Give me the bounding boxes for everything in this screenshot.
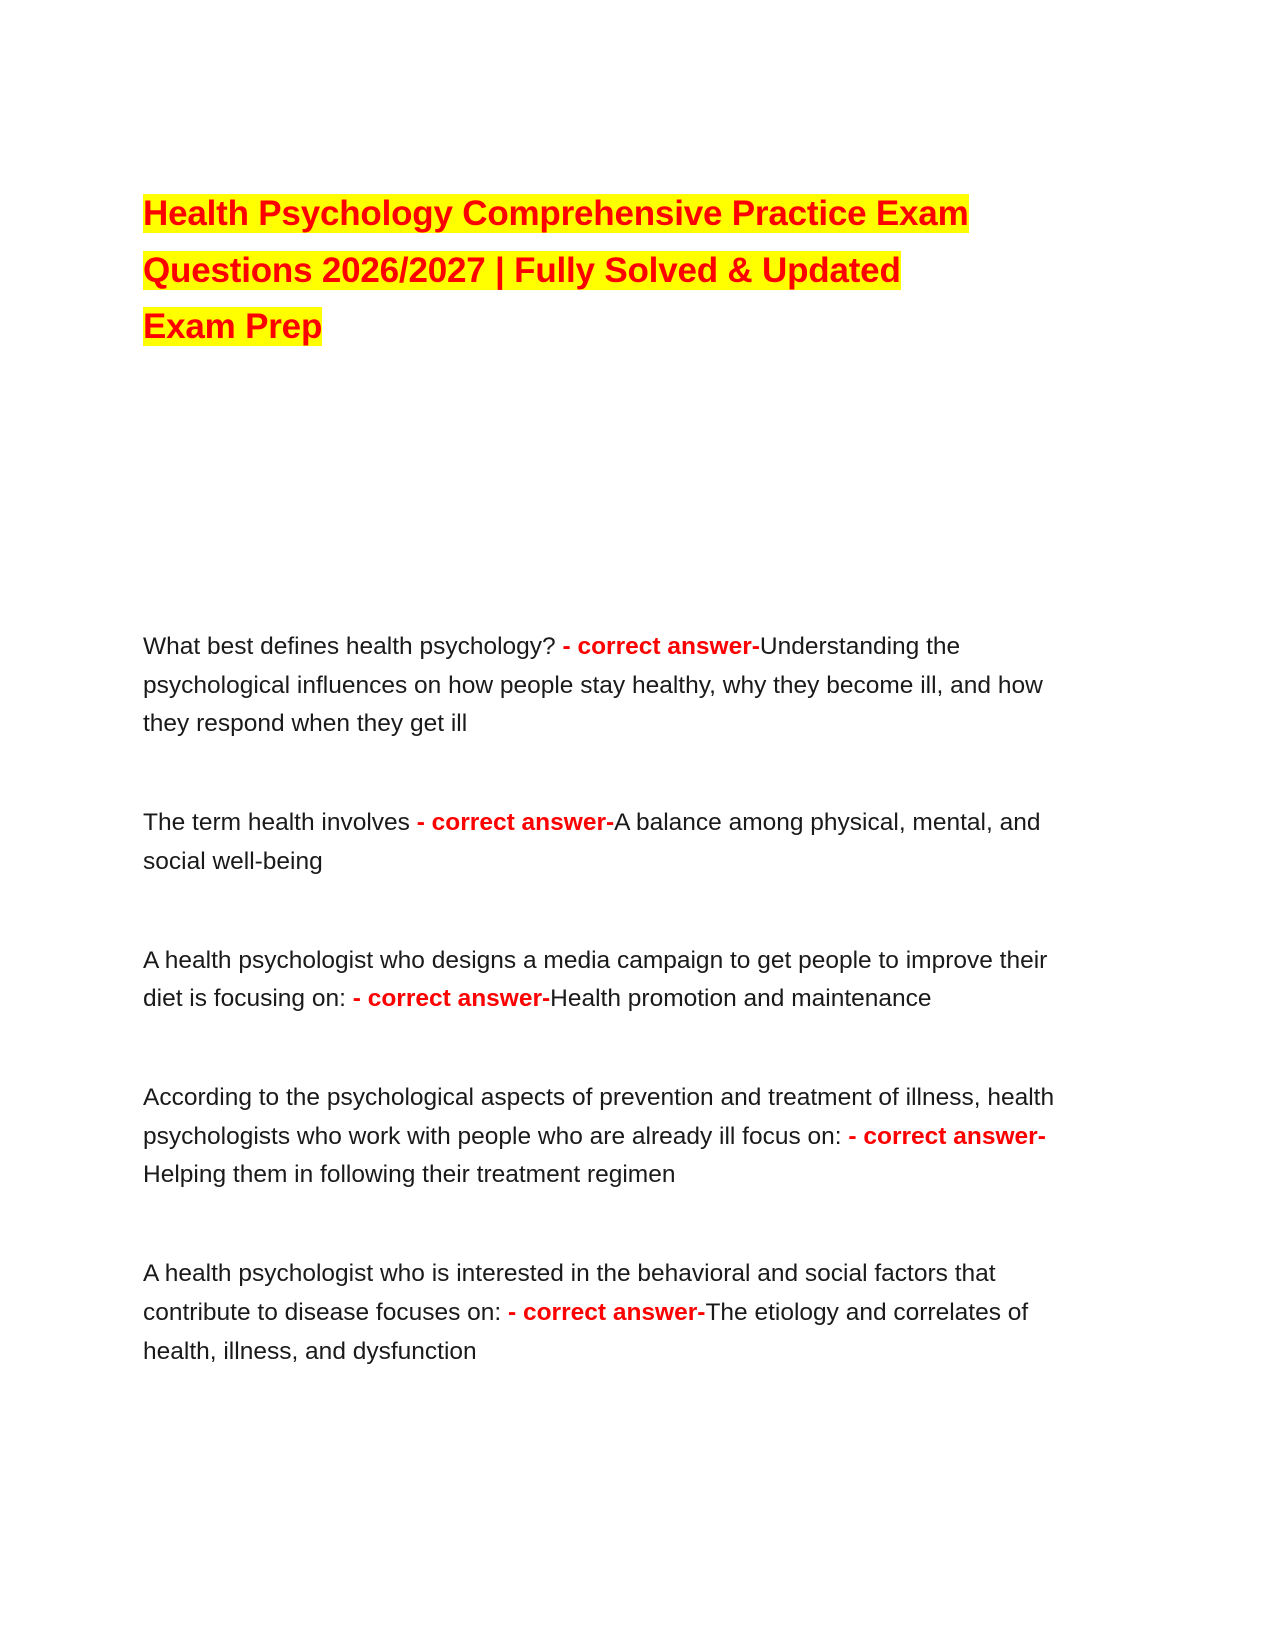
answer-text: Helping them in following their treatment regimen <box>143 1161 676 1189</box>
answer-text: A balance among physical, mental, and social well-being <box>143 809 1041 875</box>
qa-item <box>143 804 1073 881</box>
question-text: According to the psychological aspects of prevention and treatment of illness, health psychologists who work with people who are already ill focus on: <box>143 1083 1055 1150</box>
qa-item <box>143 942 1073 1019</box>
question-text: A health psychologist who is interested in the behavioral and social factors that contribute to disease focuses on: <box>143 1260 996 1326</box>
answer-tag: - correct answer- <box>562 633 760 661</box>
answer-text: Health promotion and maintenance <box>550 985 932 1013</box>
page-title-line-3: Exam Prep <box>143 307 323 347</box>
question-text: A health psychologist who designs a media campaign to get people to improve their diet is focusing on: <box>143 946 1048 1013</box>
page-title-line-2: Questions 2026/2027 | Fully Solved & Updated <box>143 250 901 290</box>
answer-tag: - correct answer- <box>352 985 551 1013</box>
answer-tag: - correct answer- <box>416 809 615 837</box>
qa-item <box>143 1079 1073 1195</box>
answer-tag: - correct answer- <box>508 1298 706 1326</box>
page-title-line-1: Health Psychology Comprehensive Practice Exam <box>143 194 969 233</box>
answer-tag: - correct answer- <box>848 1122 1046 1150</box>
qa-item <box>143 628 1073 744</box>
question-text: The term health involves <box>143 809 417 837</box>
qa-item <box>143 1255 1073 1371</box>
document-content <box>143 0 1073 1371</box>
question-text: What best defines health psychology? <box>143 633 563 661</box>
answer-text: The etiology and correlates of health, illness, and dysfunction <box>143 1298 1029 1365</box>
answer-text: Understanding the psychological influences on how people stay healthy, why they become ill, and how they respond when they get ill <box>143 633 1043 738</box>
qa-list <box>143 628 1073 1371</box>
page-title <box>143 0 1073 356</box>
